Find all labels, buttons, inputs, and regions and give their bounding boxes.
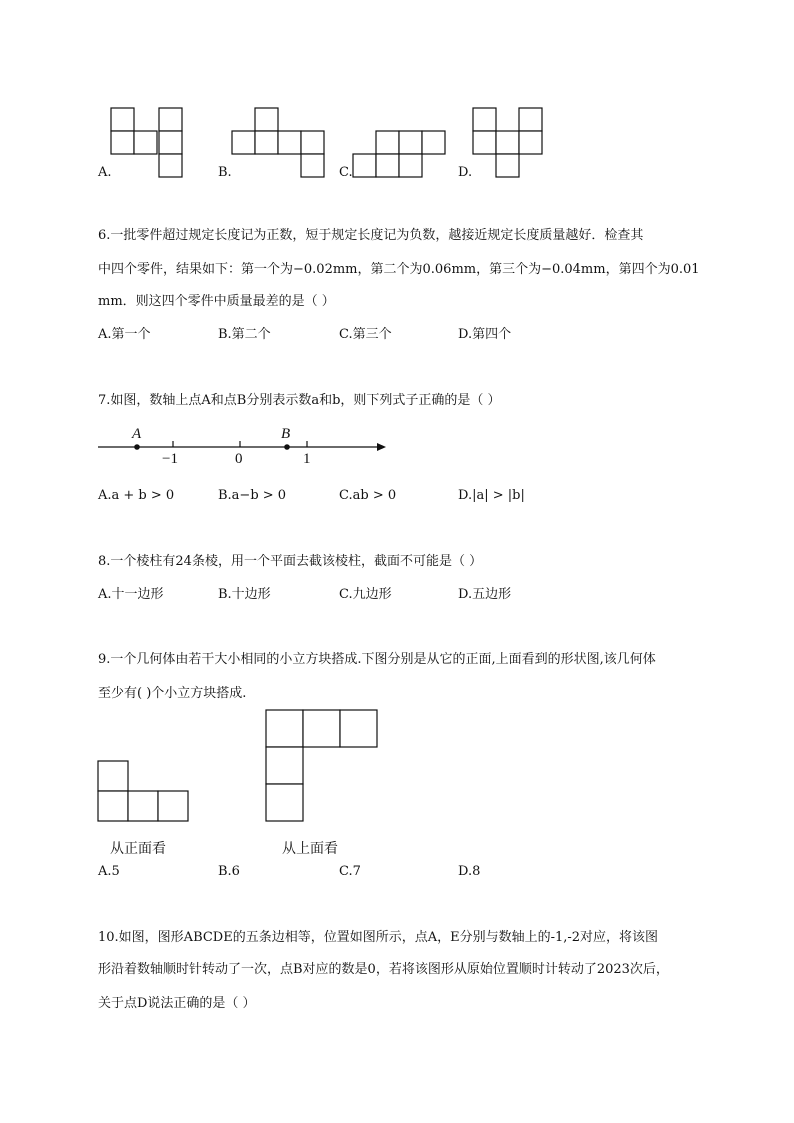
q9-front-view [98, 761, 188, 821]
q6-stem-line3: mm．则这四个零件中质量最差的是（ ） [98, 294, 335, 309]
q10-stem-line1: 10.如图，图形ABCDE的五条边相等，位置如图所示，点A，E分别与数轴上的-1,-2对应，将该图 [98, 930, 659, 945]
q9-option-d[interactable]: D.8 [458, 864, 481, 879]
q7-tick-label-1: 1 [303, 451, 311, 467]
q9-stem-line2: 至少有( )个小立方块搭成. [98, 686, 247, 701]
q8-option-d[interactable]: D.五边形 [458, 587, 512, 602]
q6-option-c[interactable]: C.第三个 [339, 327, 392, 342]
q9-option-a[interactable]: A.5 [98, 864, 120, 879]
q5-option-a[interactable]: A. [98, 165, 112, 180]
q5-option-c[interactable]: C. [339, 165, 353, 180]
q8-option-a[interactable]: A.十一边形 [98, 587, 164, 602]
q9-option-b[interactable]: B.6 [218, 864, 240, 879]
q7-tick-label-0: 0 [235, 451, 243, 467]
q7-option-b[interactable]: B.a−b > 0 [218, 488, 287, 503]
q9-top-view [266, 710, 377, 821]
q7-option-c[interactable]: C.ab > 0 [339, 488, 397, 503]
point-b-dot [284, 444, 290, 450]
q6-option-d[interactable]: D.第四个 [458, 327, 512, 342]
q9-option-c[interactable]: C.7 [339, 864, 361, 879]
point-a-dot [134, 444, 140, 450]
q5-option-d[interactable]: D. [458, 165, 473, 180]
q7-stem: 7.如图，数轴上点A和点B分别表示数a和b，则下列式子正确的是（ ） [98, 393, 501, 408]
q8-stem: 8.一个棱柱有24条棱，用一个平面去截该棱柱，截面不可能是（ ） [98, 554, 483, 569]
q7-tick-label-neg1: −1 [162, 451, 178, 467]
q6-option-b[interactable]: B.第二个 [218, 327, 271, 342]
q5-option-b[interactable]: B. [218, 165, 232, 180]
q6-stem-line2: 中四个零件，结果如下：第一个为−0.02mm，第二个为0.06mm，第三个为−0.04mm，第四个为0.01 [98, 262, 700, 277]
q8-option-b[interactable]: B.十边形 [218, 587, 271, 602]
q7-option-d[interactable]: D.|a| > |b| [458, 488, 525, 503]
q9-caption-top: 从上面看 [282, 842, 338, 857]
q10-stem-line3: 关于点D说法正确的是（ ） [98, 996, 256, 1011]
q7-point-a-label: A [132, 426, 142, 442]
q9-caption-front: 从正面看 [110, 842, 166, 857]
q7-option-a[interactable]: A.a + b > 0 [98, 488, 175, 503]
q10-stem-line2: 形沿着数轴顺时针转动了一次，点B对应的数是0，若将该图形从原始位置顺时计转动了2023次后， [98, 962, 669, 977]
q6-option-a[interactable]: A.第一个 [98, 327, 151, 342]
q9-stem-line1: 9.一个几何体由若干大小相同的小立方块搭成.下图分别是从它的正面,上面看到的形状图,该几何体 [98, 652, 656, 667]
q7-point-b-label: B [281, 426, 291, 442]
q6-stem-line1: 6.一批零件超过规定长度记为正数，短于规定长度记为负数，越接近规定长度质量越好．检查其 [98, 228, 644, 243]
q8-option-c[interactable]: C.九边形 [339, 587, 392, 602]
